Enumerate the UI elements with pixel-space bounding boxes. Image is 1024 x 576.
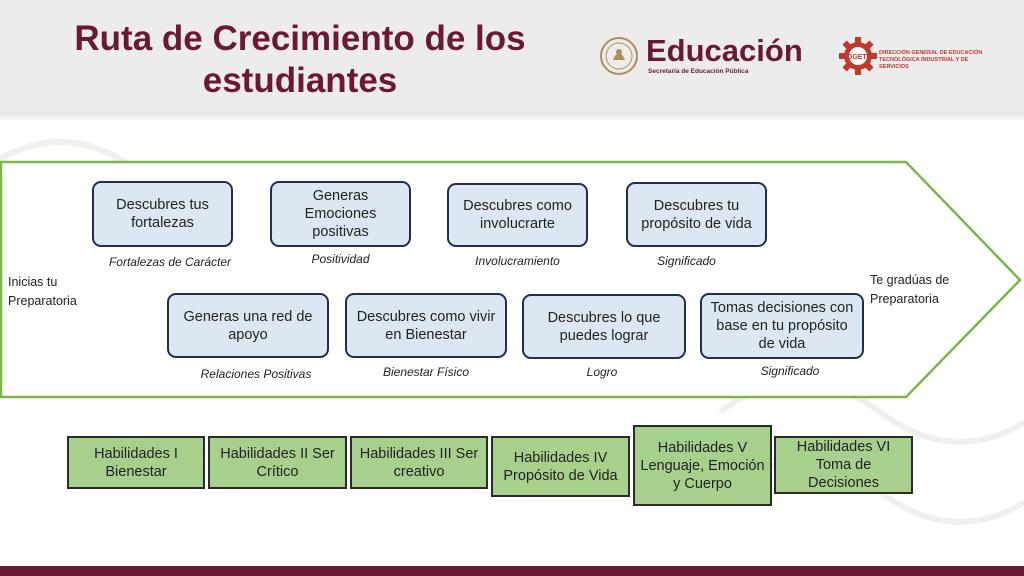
stage-box-decisiones: Tomas decisiones con base en tu propósito de vida: [700, 293, 864, 359]
stage-caption: Involucramiento: [475, 254, 560, 268]
stage-box-proposito: Descubres tu propósito de vida: [626, 182, 767, 247]
stage-caption: Relaciones Positivas: [200, 367, 312, 381]
stage-caption: Positividad: [311, 252, 370, 266]
stage-caption: Significado: [760, 364, 820, 378]
start-label: Inicias tu Preparatoria: [8, 275, 77, 308]
stage-caption: Fortalezas de Carácter: [108, 255, 232, 269]
end-label: Te gradúas de Preparatoria: [870, 273, 950, 306]
dgeti-logo-text: DIRECCIÓN GENERAL DE EDUCACIÓN TECNOLÓGICA INDUSTRIAL Y DE SERVICIOS: [879, 50, 983, 70]
stage-caption: Bienestar Físico: [382, 365, 470, 379]
education-logo-text: Educación: [646, 33, 803, 68]
page-title: Ruta de Crecimiento de los estudiantes: [74, 19, 526, 100]
dgeti-mark: DGETI: [847, 54, 869, 61]
stage-box-red-apoyo: Generas una red de apoyo: [167, 293, 329, 358]
habilidades-6: Habilidades VI Toma de Decisiones: [774, 436, 913, 494]
education-logo-subtitle: Secretaría de Educación Pública: [648, 68, 749, 75]
habilidades-4: Habilidades IV Propósito de Vida: [491, 436, 630, 497]
stage-box-lograr: Descubres lo que puedes lograr: [522, 294, 686, 359]
stage-box-fortalezas: Descubres tus fortalezas: [92, 181, 233, 247]
habilidades-1: Habilidades I Bienestar: [67, 436, 205, 489]
stage-caption: Significado: [657, 254, 716, 268]
stage-box-bienestar: Descubres como vivir en Bienestar: [345, 293, 507, 358]
stage-caption: Logro: [586, 365, 618, 379]
stage-box-emociones: Generas Emociones positivas: [270, 181, 411, 247]
stage-box-involucrarte: Descubres como involucrarte: [447, 183, 588, 247]
footer-bar: [0, 566, 1024, 576]
habilidades-2: Habilidades II Ser Crítico: [208, 436, 347, 489]
habilidades-3: Habilidades III Ser creativo: [350, 436, 488, 489]
habilidades-5: Habilidades V Lenguaje, Emoción y Cuerpo: [633, 425, 772, 506]
